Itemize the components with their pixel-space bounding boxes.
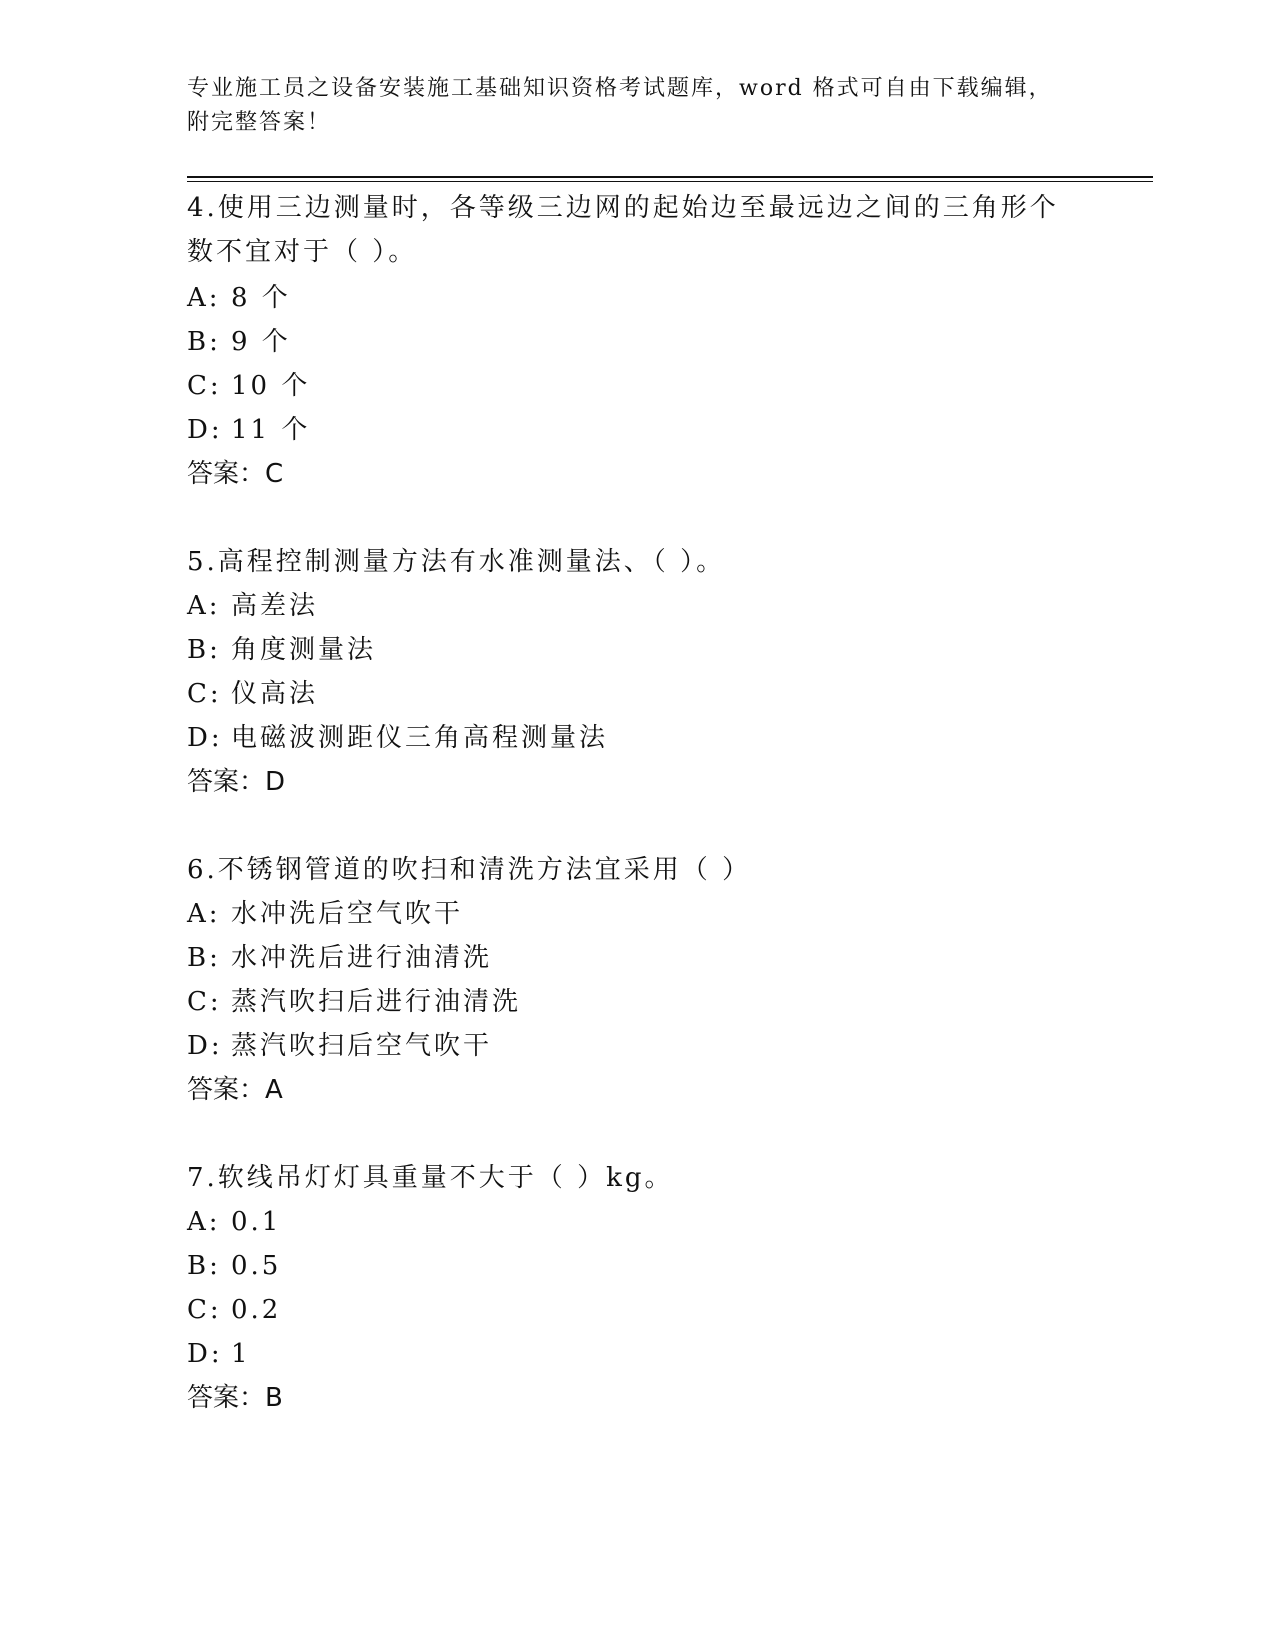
question-6-option-c bbox=[187, 980, 521, 1024]
question-5-stem-line-1: 5.高程控制测量方法有水准测量法、（ ）。 bbox=[187, 547, 726, 577]
option-text: 蒸汽吹扫后空气吹干 bbox=[231, 1031, 493, 1061]
header-line-1: 专业施工员之设备安装施工基础知识资格考试题库，word 格式可自由下载编辑， bbox=[187, 76, 1053, 101]
question-6-option-a bbox=[187, 892, 463, 936]
option-letter: A: bbox=[187, 591, 221, 621]
question-6-stem bbox=[187, 848, 1087, 892]
question-5-option-d bbox=[187, 716, 608, 760]
header-line-2: 附完整答案！ bbox=[187, 110, 332, 135]
question-5-option-c bbox=[187, 672, 318, 716]
option-text: 高差法 bbox=[231, 591, 319, 621]
option-letter: A: bbox=[187, 899, 221, 929]
option-letter: B: bbox=[187, 327, 221, 357]
document-header bbox=[187, 72, 1067, 140]
option-letter: B: bbox=[187, 1251, 221, 1281]
header-divider-bottom bbox=[187, 181, 1153, 182]
question-5-option-a bbox=[187, 584, 318, 628]
question-7-stem-line-1: 7.软线吊灯灯具重量不大于（ ）kg。 bbox=[187, 1163, 674, 1193]
option-letter: A: bbox=[187, 1207, 221, 1237]
option-letter: C: bbox=[187, 987, 222, 1017]
option-letter: D: bbox=[187, 1339, 223, 1369]
question-4-stem-line-2: 数不宜对于（ ）。 bbox=[187, 237, 418, 267]
option-letter: B: bbox=[187, 635, 221, 665]
option-text: 蒸汽吹扫后进行油清洗 bbox=[231, 987, 522, 1017]
question-4-stem-line-1: 4.使用三边测量时，各等级三边网的起始边至最远边之间的三角形个 bbox=[187, 193, 1059, 223]
option-letter: C: bbox=[187, 679, 222, 709]
question-5-answer: 答案：D bbox=[187, 767, 286, 797]
question-6-answer: 答案：A bbox=[187, 1075, 283, 1105]
question-6-option-d bbox=[187, 1024, 492, 1068]
option-text: 11 个 bbox=[231, 415, 311, 445]
question-4-answer: 答案：C bbox=[187, 459, 284, 489]
option-text: 10 个 bbox=[231, 371, 311, 401]
question-7-answer: 答案：B bbox=[187, 1383, 283, 1413]
question-7-option-d bbox=[187, 1332, 251, 1376]
option-letter: D: bbox=[187, 723, 223, 753]
option-text: 水冲洗后进行油清洗 bbox=[231, 943, 493, 973]
option-letter: C: bbox=[187, 1295, 222, 1325]
question-4-option-b bbox=[187, 320, 291, 364]
question-7-option-a bbox=[187, 1200, 281, 1244]
question-7-option-b bbox=[187, 1244, 281, 1288]
question-5-option-b bbox=[187, 628, 376, 672]
option-text: 仪高法 bbox=[231, 679, 319, 709]
option-text: 电磁波测距仪三角高程测量法 bbox=[231, 723, 609, 753]
option-text: 9 个 bbox=[231, 327, 291, 357]
option-letter: D: bbox=[187, 1031, 223, 1061]
question-7-stem bbox=[187, 1156, 1087, 1200]
option-letter: C: bbox=[187, 371, 222, 401]
option-letter: D: bbox=[187, 415, 223, 445]
option-text: 0.2 bbox=[231, 1295, 282, 1325]
option-text: 0.5 bbox=[231, 1251, 282, 1281]
header-divider-top bbox=[187, 176, 1153, 178]
question-6-stem-line-1: 6.不锈钢管道的吹扫和清洗方法宜采用（ ） bbox=[187, 855, 752, 885]
question-6-option-b bbox=[187, 936, 492, 980]
question-7-option-c bbox=[187, 1288, 281, 1332]
option-text: 1 bbox=[231, 1339, 251, 1369]
option-text: 8 个 bbox=[231, 283, 291, 313]
option-letter: A: bbox=[187, 283, 221, 313]
question-5-stem bbox=[187, 540, 1087, 584]
option-letter: B: bbox=[187, 943, 221, 973]
option-text: 水冲洗后空气吹干 bbox=[231, 899, 464, 929]
question-4-stem bbox=[187, 186, 1087, 274]
question-4-option-c bbox=[187, 364, 310, 408]
option-text: 0.1 bbox=[231, 1207, 282, 1237]
question-4-option-a bbox=[187, 276, 291, 320]
question-4-option-d bbox=[187, 408, 310, 452]
option-text: 角度测量法 bbox=[231, 635, 377, 665]
